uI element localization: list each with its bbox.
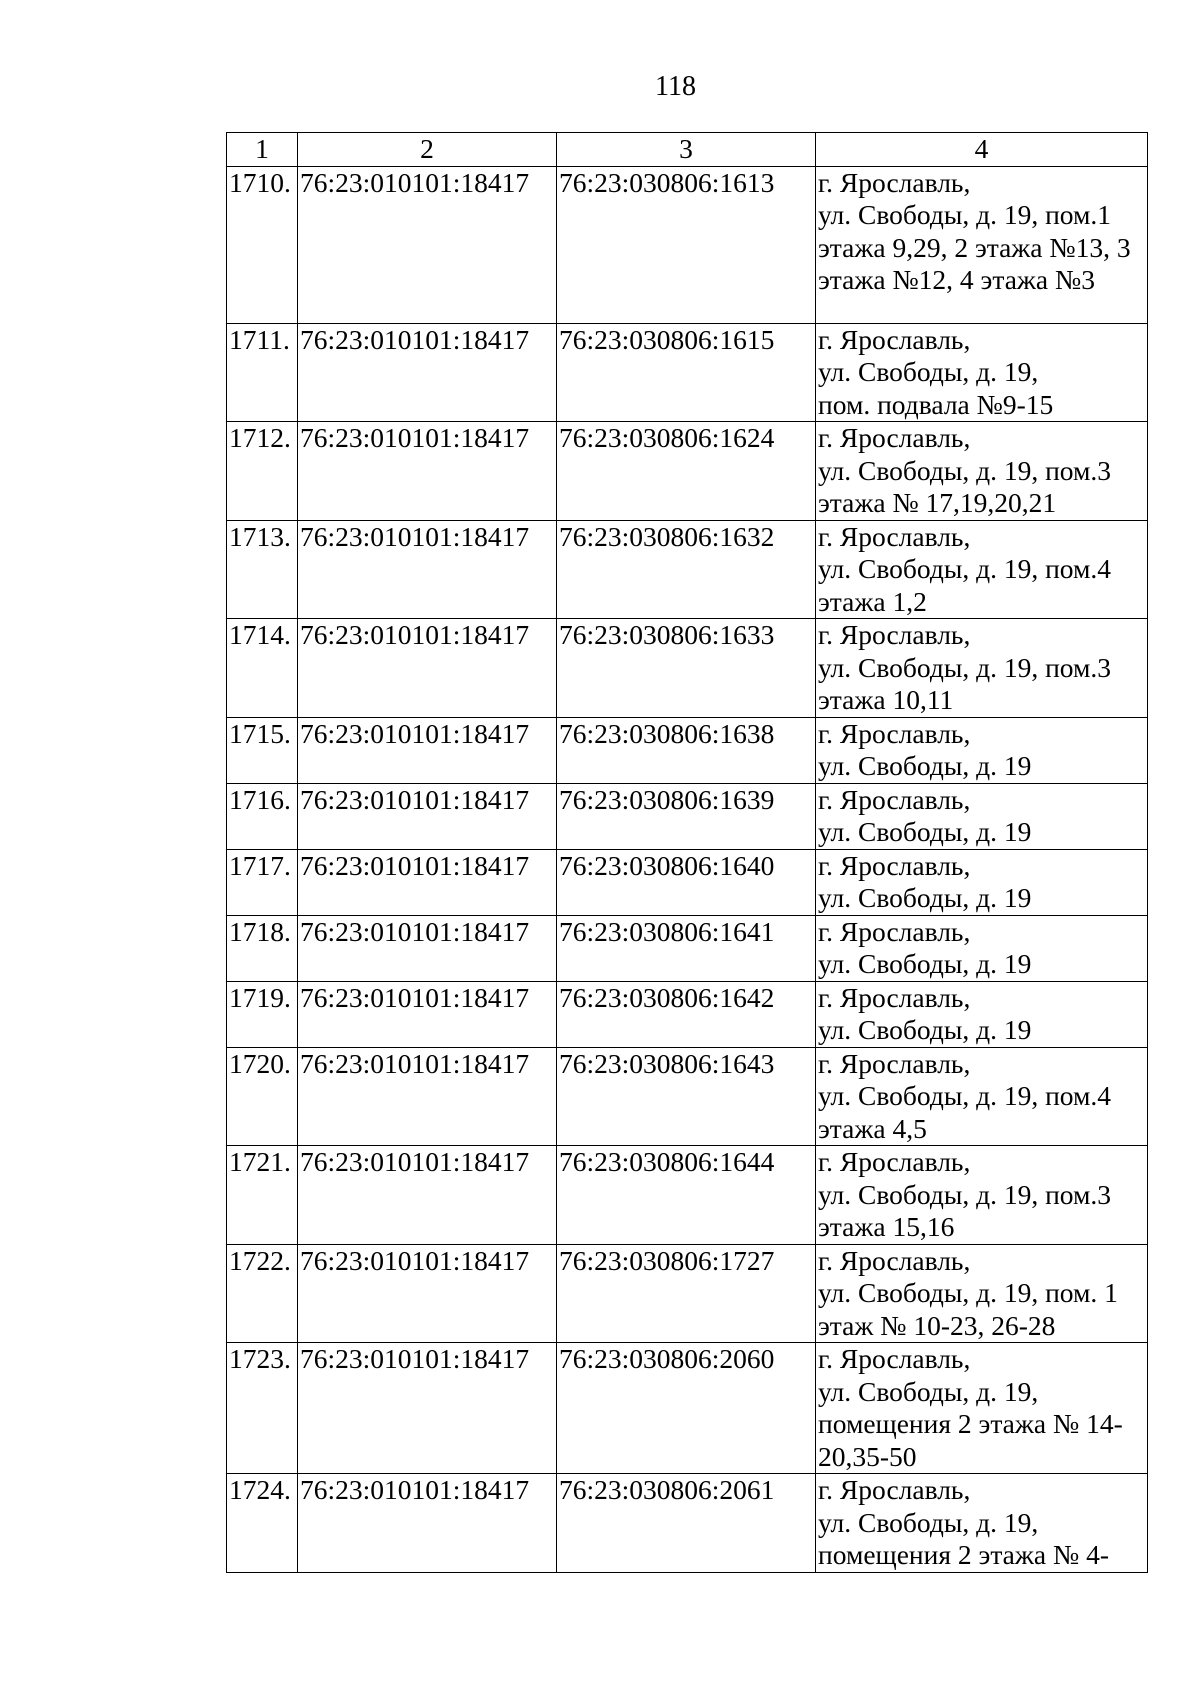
cadastral-number-cell: 76:23:030806:1643 xyxy=(557,1047,816,1146)
row-number-cell: 1721. xyxy=(227,1146,298,1245)
address-line: пом. подвала №9-15 xyxy=(818,388,1054,420)
registry-table xyxy=(226,132,1148,1573)
cadastral-number-cell: 76:23:030806:2061 xyxy=(557,1474,816,1573)
address-line: ул. Свободы, д. 19 xyxy=(818,882,1032,913)
table-row xyxy=(227,520,1148,619)
row-number-cell: 1715. xyxy=(227,717,298,783)
table-row xyxy=(227,323,1148,422)
address-line: г. Ярославль, xyxy=(818,717,971,749)
address-line: г. Ярославль, xyxy=(818,981,971,1013)
cadastral-number-cell: 76:23:030806:1632 xyxy=(557,520,816,619)
address-cell xyxy=(816,915,1148,981)
table-row xyxy=(227,619,1148,718)
cadastral-number-cell: 76:23:030806:1638 xyxy=(557,717,816,783)
address-cell xyxy=(816,520,1148,619)
parent-cadastral-cell: 76:23:010101:18417 xyxy=(298,1343,557,1474)
address-line: ул. Свободы, д. 19, пом.3 xyxy=(818,454,1112,486)
address-line: г. Ярославль, xyxy=(818,849,971,881)
address-line: г. Ярославль, xyxy=(818,1244,971,1276)
column-header: 1 xyxy=(227,133,298,167)
address-line: г. Ярославль, xyxy=(818,520,971,552)
address-line: г. Ярославль, xyxy=(818,783,971,815)
address-cell xyxy=(816,783,1148,849)
row-number-cell: 1712. xyxy=(227,422,298,521)
address-cell xyxy=(816,619,1148,718)
cadastral-number-cell: 76:23:030806:1641 xyxy=(557,915,816,981)
address-line: этажа 10,11 xyxy=(818,684,954,715)
cadastral-number-cell: 76:23:030806:1727 xyxy=(557,1244,816,1343)
address-line: г. Ярославль, xyxy=(818,1146,971,1177)
row-number-cell: 1722. xyxy=(227,1244,298,1343)
row-number-cell: 1719. xyxy=(227,981,298,1047)
column-header: 3 xyxy=(557,133,816,167)
address-line: этажа 1,2 xyxy=(818,585,927,617)
cadastral-number-cell: 76:23:030806:1633 xyxy=(557,619,816,718)
table-row xyxy=(227,1047,1148,1146)
address-line: помещения 2 этажа № 4- xyxy=(818,1539,1109,1570)
parent-cadastral-cell: 76:23:010101:18417 xyxy=(298,166,557,323)
row-number-cell: 1720. xyxy=(227,1047,298,1146)
header-row xyxy=(227,133,1148,167)
address-line: 20,35-50 xyxy=(818,1440,917,1472)
address-line: этажа 15,16 xyxy=(818,1211,955,1242)
address-line: г. Ярославль, xyxy=(818,1474,971,1505)
address-cell xyxy=(816,849,1148,915)
parent-cadastral-cell: 76:23:010101:18417 xyxy=(298,717,557,783)
address-line: г. Ярославль, xyxy=(818,1047,971,1079)
parent-cadastral-cell: 76:23:010101:18417 xyxy=(298,849,557,915)
address-line: ул. Свободы, д. 19, пом.3 xyxy=(818,1178,1112,1210)
address-line: ул. Свободы, д. 19 xyxy=(818,750,1032,781)
table-body xyxy=(227,166,1148,1572)
table-row xyxy=(227,849,1148,915)
address-line: ул. Свободы, д. 19 xyxy=(818,1014,1032,1045)
parent-cadastral-cell: 76:23:010101:18417 xyxy=(298,619,557,718)
address-line: помещения 2 этажа № 14- xyxy=(818,1408,1123,1439)
row-number-cell: 1724. xyxy=(227,1474,298,1573)
address-line: ул. Свободы, д. 19, пом.4 xyxy=(818,553,1112,584)
page-number: 118 xyxy=(655,71,696,102)
address-cell xyxy=(816,166,1148,323)
table-row xyxy=(227,1474,1148,1573)
cadastral-number-cell: 76:23:030806:1642 xyxy=(557,981,816,1047)
parent-cadastral-cell: 76:23:010101:18417 xyxy=(298,1047,557,1146)
row-number-cell: 1711. xyxy=(227,323,298,422)
address-cell xyxy=(816,981,1148,1047)
address-line: г. Ярославль, xyxy=(818,1343,971,1374)
cadastral-number-cell: 76:23:030806:1624 xyxy=(557,422,816,521)
cadastral-number-cell: 76:23:030806:1613 xyxy=(557,166,816,323)
table-row xyxy=(227,1244,1148,1343)
table-row xyxy=(227,915,1148,981)
address-line: ул. Свободы, д. 19, xyxy=(818,1375,1039,1407)
address-cell xyxy=(816,422,1148,521)
table-row xyxy=(227,783,1148,849)
parent-cadastral-cell: 76:23:010101:18417 xyxy=(298,915,557,981)
address-cell xyxy=(816,717,1148,783)
address-line: ул. Свободы, д. 19, xyxy=(818,356,1039,387)
table-row xyxy=(227,1146,1148,1245)
address-line: ул. Свободы, д. 19, пом.1 xyxy=(818,199,1112,230)
row-number-cell: 1710. xyxy=(227,166,298,323)
address-line: г. Ярославль, xyxy=(818,323,971,355)
address-cell xyxy=(816,1146,1148,1245)
table-row xyxy=(227,717,1148,783)
parent-cadastral-cell: 76:23:010101:18417 xyxy=(298,520,557,619)
address-line: г. Ярославль, xyxy=(818,422,971,453)
address-line: этажа № 17,19,20,21 xyxy=(818,487,1057,518)
column-header: 2 xyxy=(298,133,557,167)
row-number-cell: 1713. xyxy=(227,520,298,619)
address-line: ул. Свободы, д. 19, пом. 1 xyxy=(818,1277,1118,1308)
address-line: ул. Свободы, д. 19 xyxy=(818,948,1032,979)
parent-cadastral-cell: 76:23:010101:18417 xyxy=(298,783,557,849)
column-header: 4 xyxy=(816,133,1148,167)
address-cell xyxy=(816,1343,1148,1474)
row-number-cell: 1718. xyxy=(227,915,298,981)
table-row xyxy=(227,981,1148,1047)
address-line: этажа 4,5 xyxy=(818,1112,927,1144)
table-row xyxy=(227,1343,1148,1474)
address-line: этажа №12, 4 этажа №3 xyxy=(818,264,1095,295)
parent-cadastral-cell: 76:23:010101:18417 xyxy=(298,422,557,521)
address-line: г. Ярославль, xyxy=(818,915,971,947)
cadastral-number-cell: 76:23:030806:1640 xyxy=(557,849,816,915)
address-line: ул. Свободы, д. 19 xyxy=(818,816,1032,847)
address-line: этажа 9,29, 2 этажа №13, 3 xyxy=(818,231,1131,263)
address-line: г. Ярославль, xyxy=(818,166,971,198)
parent-cadastral-cell: 76:23:010101:18417 xyxy=(298,1474,557,1573)
address-cell xyxy=(816,323,1148,422)
address-cell xyxy=(816,1244,1148,1343)
row-number-cell: 1717. xyxy=(227,849,298,915)
row-number-cell: 1714. xyxy=(227,619,298,718)
cadastral-number-cell: 76:23:030806:2060 xyxy=(557,1343,816,1474)
address-line: ул. Свободы, д. 19, пом.4 xyxy=(818,1080,1112,1111)
address-line: ул. Свободы, д. 19, пом.3 xyxy=(818,651,1112,683)
address-line: г. Ярославль, xyxy=(818,619,971,650)
address-cell xyxy=(816,1474,1148,1573)
row-number-cell: 1716. xyxy=(227,783,298,849)
row-number-cell: 1723. xyxy=(227,1343,298,1474)
table-row xyxy=(227,422,1148,521)
cadastral-number-cell: 76:23:030806:1644 xyxy=(557,1146,816,1245)
parent-cadastral-cell: 76:23:010101:18417 xyxy=(298,1146,557,1245)
parent-cadastral-cell: 76:23:010101:18417 xyxy=(298,1244,557,1343)
parent-cadastral-cell: 76:23:010101:18417 xyxy=(298,323,557,422)
address-line: этаж № 10-23, 26-28 xyxy=(818,1309,1056,1341)
cadastral-number-cell: 76:23:030806:1615 xyxy=(557,323,816,422)
table-row xyxy=(227,166,1148,323)
parent-cadastral-cell: 76:23:010101:18417 xyxy=(298,981,557,1047)
address-cell xyxy=(816,1047,1148,1146)
cadastral-number-cell: 76:23:030806:1639 xyxy=(557,783,816,849)
address-line: ул. Свободы, д. 19, xyxy=(818,1506,1039,1538)
